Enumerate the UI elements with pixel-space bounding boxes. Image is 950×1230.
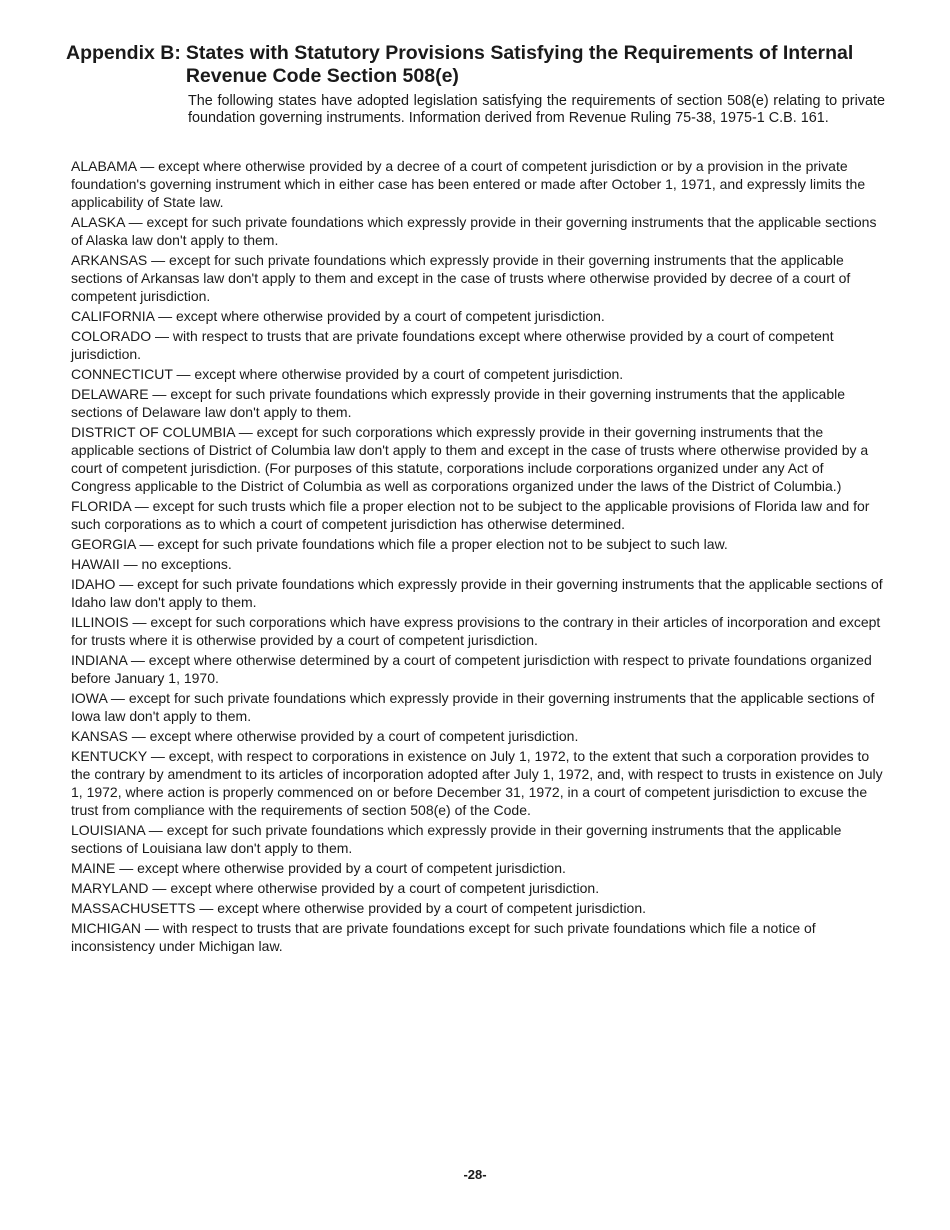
state-entry-kansas: KANSAS — except where otherwise provided by a court of competent jurisdiction. xyxy=(71,728,579,744)
state-entry-illinois: ILLINOIS — except for such corporations which have express provisions to the contrary in their articles of incorporation and except for trusts where it is otherwise provided by a court of competent jurisdiction. xyxy=(71,614,881,648)
state-entry-florida: FLORIDA — except for such trusts which file a proper election not to be subject to the applicable provisions of Florida law and for such corporations as to which a court of competent jurisdiction has otherwise determined. xyxy=(71,498,870,532)
state-entry-iowa: IOWA — except for such private foundations which expressly provide in their governing instruments that the applicable sections of Iowa law don't apply to them. xyxy=(71,690,875,724)
appendix-heading xyxy=(66,42,896,88)
page-number: -28- xyxy=(463,1167,487,1182)
state-entry-michigan: MICHIGAN — with respect to trusts that are private foundations except for such private foundations which file a notice of inconsistency under Michigan law. xyxy=(71,920,816,954)
state-entry-delaware: DELAWARE — except for such private foundations which expressly provide in their governing instruments that the applicable sections of Delaware law don't apply to them. xyxy=(71,386,846,420)
state-entry-district-of-columbia: DISTRICT OF COLUMBIA — except for such corporations which expressly provide in their governing instruments that the applicable sections of District of Columbia law don't apply to them and except in the case of trusts where otherwise provided by a court of competent jurisdiction. (For purposes of this statute, corporations include corporations organized under any Act of Congress applicable to the District of Columbia as well as corporations organized under the laws of the District of Columbia.) xyxy=(71,424,869,494)
appendix-title: States with Statutory Provisions Satisfying the Requirements of Internal Revenue Code Section 508(e) xyxy=(185,42,854,87)
state-entry-louisiana: LOUISIANA — except for such private foundations which expressly provide in their governing instruments that the applicable sections of Louisiana law don't apply to them. xyxy=(71,822,842,856)
state-entry-georgia: GEORGIA — except for such private foundations which file a proper election not to be subject to such law. xyxy=(71,536,728,552)
state-provisions-list xyxy=(71,157,883,957)
state-entry-alabama: ALABAMA — except where otherwise provided by a decree of a court of competent jurisdiction or by a provision in the private foundation's governing instrument which in either case has been entered or made after October 1, 1971, and expressly limits the applicability of State law. xyxy=(71,158,866,210)
state-entry-hawaii: HAWAII — no exceptions. xyxy=(71,556,232,572)
state-entry-idaho: IDAHO — except for such private foundations which expressly provide in their governing instruments that the applicable sections of Idaho law don't apply to them. xyxy=(71,576,883,610)
state-entry-indiana: INDIANA — except where otherwise determined by a court of competent jurisdiction with respect to private foundations organized before January 1, 1970. xyxy=(71,652,872,686)
state-entry-california: CALIFORNIA — except where otherwise provided by a court of competent jurisdiction. xyxy=(71,308,605,324)
appendix-label: Appendix B: xyxy=(66,42,181,64)
state-entry-maryland: MARYLAND — except where otherwise provided by a court of competent jurisdiction. xyxy=(71,880,600,896)
state-entry-maine: MAINE — except where otherwise provided by a court of competent jurisdiction. xyxy=(71,860,566,876)
state-entry-colorado: COLORADO — with respect to trusts that are private foundations except where otherwise provided by a court of competent jurisdiction. xyxy=(71,328,834,362)
state-entry-alaska: ALASKA — except for such private foundations which expressly provide in their governing instruments that the applicable sections of Alaska law don't apply to them. xyxy=(71,214,877,248)
state-entry-kentucky: KENTUCKY — except, with respect to corporations in existence on July 1, 1972, to the extent that such a corporation provides to the contrary by amendment to its articles of incorporation adopted after July 1, 1972, and, with respect to trusts in existence on July 1, 1972, where action is properly commenced on or before December 31, 1972, in a court of competent jurisdiction to excuse the trust from compliance with the requirements of section 508(e) of the Code. xyxy=(71,748,883,818)
state-entry-massachusetts: MASSACHUSETTS — except where otherwise provided by a court of competent jurisdiction. xyxy=(71,900,647,916)
state-entry-connecticut: CONNECTICUT — except where otherwise provided by a court of competent jurisdiction. xyxy=(71,366,624,382)
intro-paragraph: The following states have adopted legislation satisfying the requirements of section 508(e) relating to private foundation governing instruments. Information derived from Revenue Ruling 75-38, 1975-1 C.B. 161. xyxy=(188,93,885,126)
state-entry-arkansas: ARKANSAS — except for such private foundations which expressly provide in their governing instruments that the applicable sections of Arkansas law don't apply to them and except in the case of trusts where otherwise provided by decree of a court of competent jurisdiction. xyxy=(71,252,851,304)
